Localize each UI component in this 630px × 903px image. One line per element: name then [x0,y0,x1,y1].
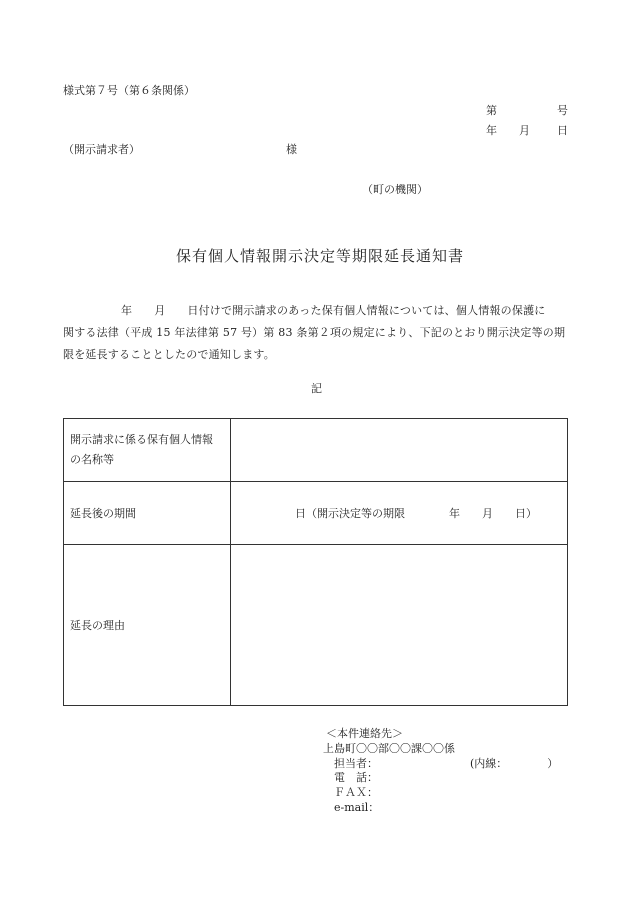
info-name-label-line1: 開示請求に係る保有個人情報 [70,433,213,446]
extension-reason-label: 延長の理由 [64,545,231,706]
contact-extension-close: ） [547,756,559,770]
form-number: 様式第７号（第６条関係） [63,84,195,97]
body-year: 年 [121,304,133,317]
contact-block [323,727,559,816]
contact-email-label: e-mail： [334,800,380,814]
contact-heading: ＜本件連絡先＞ [326,727,403,740]
table-row [64,419,568,482]
date-month: 月 [519,124,530,137]
info-name-label-line2: の名称等 [70,453,114,466]
body-paragraph [63,300,571,366]
ki-heading: 記 [311,382,322,395]
body-line-1-text: 日付けで開示請求のあった保有個人情報については、個人情報の保護に [187,304,546,317]
table-row [64,482,568,545]
contact-phone-label: 電 話： [334,771,378,785]
contact-fax-label: ＦＡＸ： [334,786,378,800]
document-title: 保有個人情報開示決定等期限延長通知書 [176,247,465,265]
body-line-2: 関する法律（平成 15 年法律第 57 号）第 83 条第２項の規定により、下記のとおり開示決定等の期 [63,326,566,339]
period-month: 月 [482,507,493,520]
table-row [64,545,568,706]
extension-reason-value-cell[interactable] [231,545,568,706]
extended-period-label: 延長後の期間 [64,482,231,545]
date-day: 日 [557,124,568,137]
body-month: 月 [154,304,166,317]
period-day-end: 日） [515,507,537,520]
requester-label: （開示請求者） [63,143,140,156]
extended-period-value-cell[interactable] [231,482,568,545]
document-number-suffix: 号 [557,104,568,117]
contact-person-row [334,757,558,772]
contact-department: 上島町〇〇部〇〇課〇〇係 [323,741,455,755]
period-year: 年 [449,507,460,520]
honorific-sama: 様 [286,143,297,156]
period-day-text: 日（開示決定等の期限 [295,507,405,520]
body-line-1 [63,300,571,322]
date-year: 年 [486,124,497,137]
contact-person-label: 担当者： [334,756,378,770]
document-number-prefix: 第 [486,104,497,117]
agency-label: （町の機関） [362,183,428,196]
contact-extension-label: (内線： [470,756,508,770]
body-line-3: 限を延長することとしたので通知します。 [63,348,275,361]
info-name-label-cell [64,419,231,482]
info-name-value-cell[interactable] [231,419,568,482]
details-table [63,418,568,706]
